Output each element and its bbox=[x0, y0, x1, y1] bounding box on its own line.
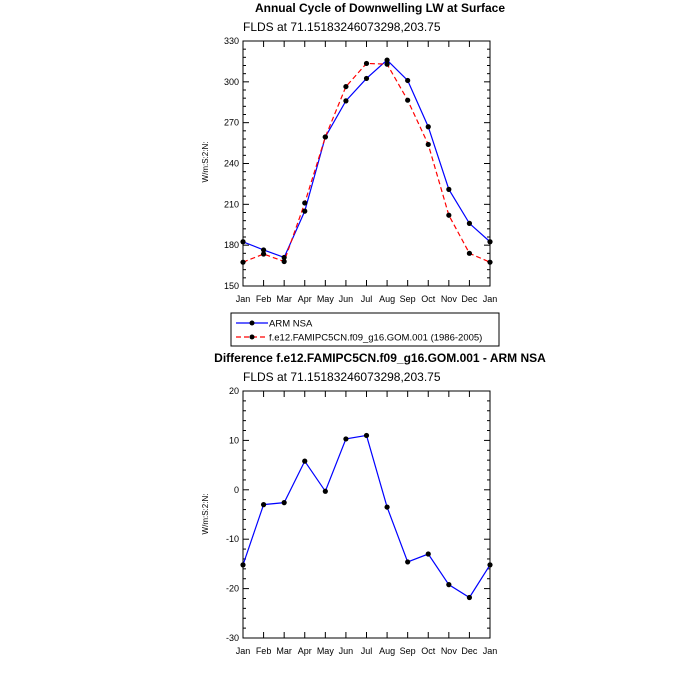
top-chart-ytick-label: 270 bbox=[223, 117, 239, 128]
bottom-chart-xtick-label: Oct bbox=[421, 646, 436, 656]
bottom-chart-plot bbox=[226, 386, 497, 656]
top-chart-subtitle: FLDS at 71.15183246073298,203.75 bbox=[243, 20, 441, 34]
bottom-chart-xtick-label: Feb bbox=[255, 646, 272, 656]
top-chart-ytick-label: 240 bbox=[223, 158, 239, 169]
top-chart-series-0-point bbox=[240, 239, 245, 244]
top-chart-xtick-label: Jun bbox=[338, 294, 354, 304]
bottom-chart-xtick-label: May bbox=[316, 646, 334, 656]
top-chart-series-1-point bbox=[343, 84, 348, 89]
top-chart-series-1-line bbox=[243, 63, 490, 262]
top-chart-series-0-point bbox=[487, 239, 492, 244]
bottom-chart-series-0-point bbox=[323, 489, 328, 494]
top-chart-series-0-point bbox=[302, 209, 307, 214]
top-chart-xtick-label: Aug bbox=[379, 294, 396, 304]
bottom-chart-ytick-label: -20 bbox=[225, 583, 239, 594]
top-chart-series-1-point bbox=[426, 142, 431, 147]
top-chart-series-1-point bbox=[240, 260, 245, 265]
top-chart-series-1-point bbox=[364, 61, 369, 66]
top-chart-xtick-label: Oct bbox=[421, 294, 436, 304]
bottom-chart-ytick-label: -10 bbox=[225, 534, 239, 545]
top-chart-xtick-label: Jan bbox=[482, 294, 498, 304]
bottom-chart-ylabel: W/m:S:2:N: bbox=[201, 493, 210, 535]
top-chart-series-1-point bbox=[446, 213, 451, 218]
bottom-chart-xtick-label: Sep bbox=[399, 646, 416, 656]
legend-label-arm: ARM NSA bbox=[269, 318, 313, 330]
top-chart-series-1-point bbox=[261, 251, 266, 256]
bottom-chart-series-0-point bbox=[343, 436, 348, 441]
bottom-chart-ytick-label: -30 bbox=[225, 633, 239, 643]
top-chart-ytick-label: 330 bbox=[223, 36, 239, 46]
bottom-chart-xtick-label: Jun bbox=[338, 646, 354, 656]
top-chart-xtick-label: Mar bbox=[276, 294, 292, 304]
top-chart-series-1-point bbox=[467, 251, 472, 256]
bottom-chart-series-0-point bbox=[384, 504, 389, 509]
top-chart-title: Annual Cycle of Downwelling LW at Surface bbox=[254, 1, 506, 15]
top-chart-ytick-label: 150 bbox=[223, 281, 239, 291]
top-chart-xtick-label: Nov bbox=[440, 294, 457, 304]
top-chart-ytick-label: 210 bbox=[223, 199, 239, 210]
top-chart-series-1-point bbox=[282, 259, 287, 264]
top-chart-series-0-point bbox=[467, 221, 472, 226]
top-chart-series-1-point bbox=[323, 134, 328, 139]
bottom-chart-title: Difference f.e12.FAMIPC5CN.f09_g16.GOM.001 - ARM NSA bbox=[214, 351, 546, 365]
bottom-chart-series-0-point bbox=[302, 459, 307, 464]
top-chart-xtick-label: May bbox=[316, 294, 334, 304]
top-chart-ytick-label: 180 bbox=[223, 240, 239, 251]
top-chart-legend bbox=[231, 313, 499, 346]
top-chart-xtick-label: Feb bbox=[255, 294, 272, 304]
bottom-chart-subtitle: FLDS at 71.15183246073298,203.75 bbox=[243, 370, 441, 384]
top-chart-xtick-label: Jan bbox=[235, 294, 251, 304]
bottom-chart-series-0-point bbox=[364, 433, 369, 438]
top-chart-xtick-label: Jul bbox=[360, 294, 373, 304]
bottom-chart-xtick-label: Apr bbox=[297, 646, 312, 656]
legend-marker-arm bbox=[250, 321, 255, 326]
top-chart-xtick-label: Dec bbox=[461, 294, 478, 304]
bottom-chart-series-0-point bbox=[487, 562, 492, 567]
top-chart-series-1-point bbox=[302, 200, 307, 205]
top-chart-series-1-point bbox=[405, 98, 410, 103]
bottom-chart-series-0-point bbox=[240, 562, 245, 567]
top-chart-xtick-label: Apr bbox=[297, 294, 312, 304]
top-chart-series-0-point bbox=[364, 76, 369, 81]
bottom-chart-xtick-label: Jan bbox=[235, 646, 251, 656]
top-chart-ytick-label: 300 bbox=[223, 76, 239, 87]
top-chart-series-0-point bbox=[343, 98, 348, 103]
bottom-chart-xtick-label: Jul bbox=[360, 646, 373, 656]
legend-label-model: f.e12.FAMIPC5CN.f09_g16.GOM.001 (1986-2005) bbox=[269, 332, 483, 344]
top-chart-series-1-point bbox=[384, 62, 389, 67]
bottom-chart-series-0-point bbox=[405, 559, 410, 564]
bottom-chart-xtick-label: Mar bbox=[276, 646, 292, 656]
bottom-chart-xtick-label: Nov bbox=[440, 646, 457, 656]
top-chart-series-0-point bbox=[446, 187, 451, 192]
bottom-chart-ytick-label: 0 bbox=[233, 484, 239, 495]
bottom-chart-xtick-label: Dec bbox=[461, 646, 478, 656]
bottom-chart-series-0-point bbox=[261, 502, 266, 507]
bottom-chart-series-0-point bbox=[446, 582, 451, 587]
bottom-chart-frame bbox=[243, 391, 490, 638]
top-chart-series-0-point bbox=[405, 78, 410, 83]
bottom-chart-series-0-point bbox=[426, 551, 431, 556]
bottom-chart-xtick-label: Aug bbox=[379, 646, 396, 656]
bottom-chart-ytick-label: 10 bbox=[228, 435, 239, 446]
top-chart-xtick-label: Sep bbox=[399, 294, 416, 304]
legend-marker-model bbox=[250, 335, 255, 340]
bottom-chart-series-0-point bbox=[282, 500, 287, 505]
top-chart-ylabel: W/m:S:2:N: bbox=[201, 141, 210, 183]
top-chart-series-1-point bbox=[487, 260, 492, 265]
bottom-chart-ytick-label: 20 bbox=[228, 386, 239, 396]
top-chart-plot bbox=[224, 36, 497, 304]
bottom-chart-series-0-line bbox=[243, 435, 490, 597]
bottom-chart-series-0-point bbox=[467, 595, 472, 600]
top-chart-series-0-line bbox=[243, 60, 490, 257]
bottom-chart-xtick-label: Jan bbox=[482, 646, 498, 656]
top-chart-series-0-point bbox=[426, 124, 431, 129]
